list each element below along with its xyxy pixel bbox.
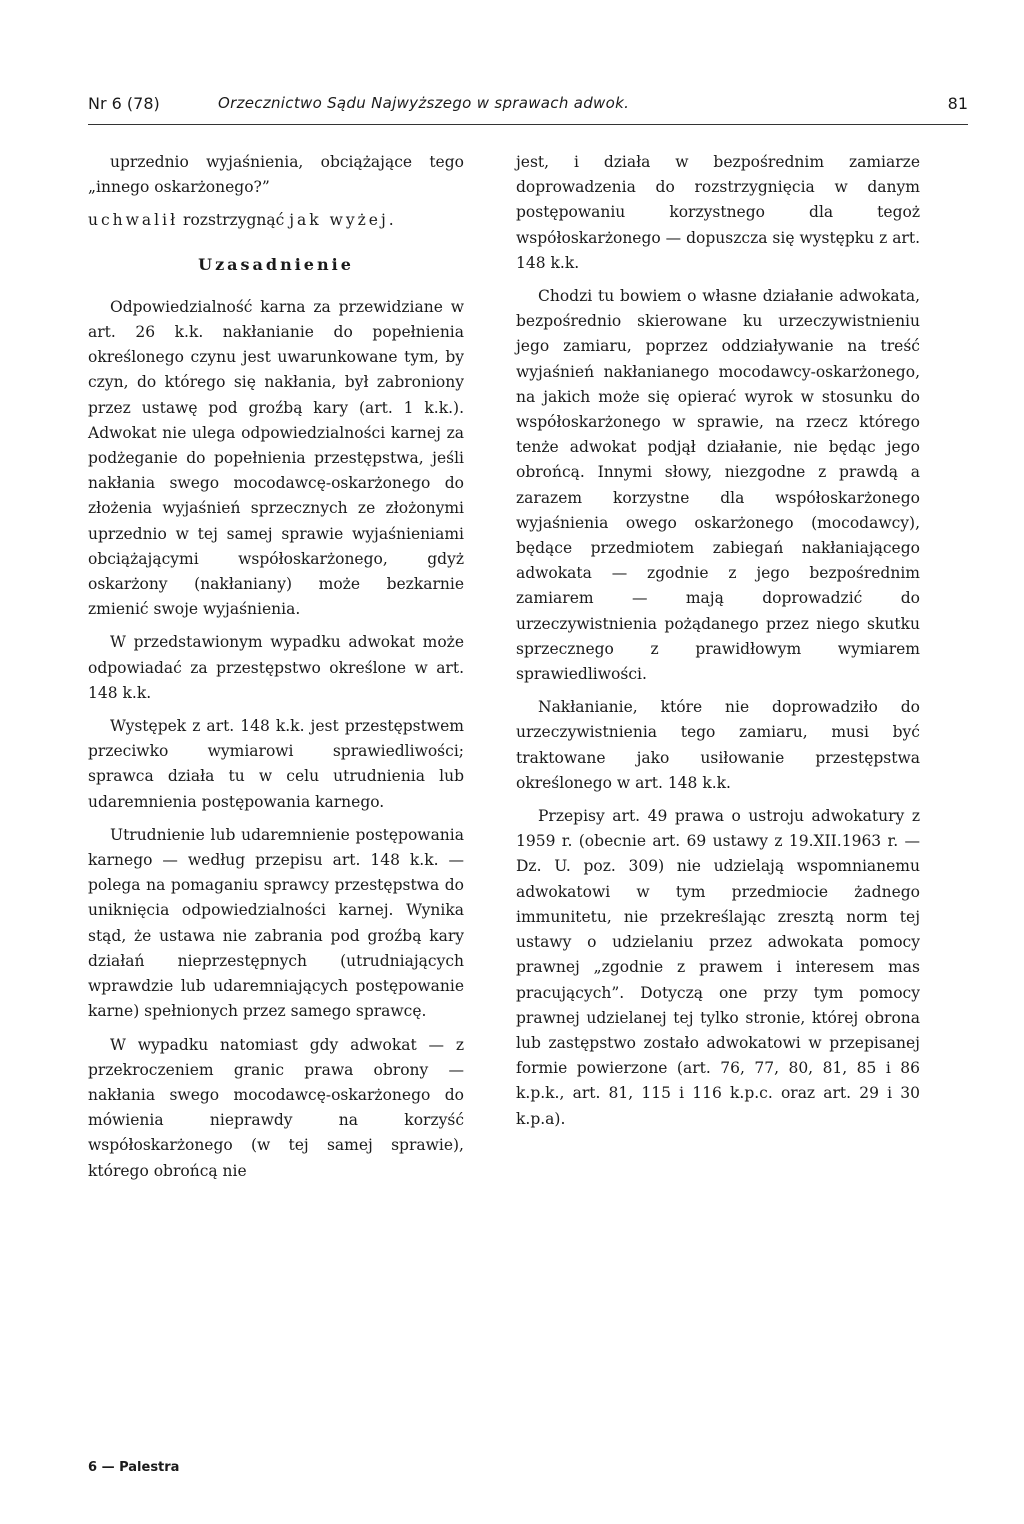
page-number: 81	[947, 94, 968, 113]
resolution-statement	[88, 208, 464, 233]
left-column	[88, 150, 464, 1192]
paragraph: jest, i działa w bezpośrednim zamiarze doprowadzenia do rozstrzygnięcia w danym postępowaniu korzystnego dla tegoż współoskarżonego — dopuszcza się występku z art. 148 k.k.	[516, 153, 920, 272]
paragraph: Przepisy art. 49 prawa o ustroju adwokatury z 1959 r. (obecnie art. 69 ustawy z 19.XII.1963 r. — Dz. U. poz. 309) nie udzielają wspomnianemu adwokatowi w tym przedmiocie żadnego immunitetu, nie przekreślając zresztą norm tej ustawy o udzielaniu przez adwokata pomocy prawnej „zgodnie z prawem i interesem mas pracujących”. Dotyczą one przy tym pomocy prawnej udzielanej tej tylko stronie, której obrona lub zastępstwo zostało adwokatowi w przepisanej formie powierzone (art. 76, 77, 80, 81, 85 i 86 k.p.k., art. 81, 115 i 116 k.p.c. oraz art. 29 i 30 k.p.a).	[516, 807, 920, 1128]
paragraph: Występek z art. 148 k.k. jest przestępstwem przeciwko wymiarowi sprawiedliwości; sprawca działa tu w celu utrudnienia lub udaremnienia postępowania karnego.	[88, 717, 464, 811]
journal-section-title: Orzecznictwo Sądu Najwyższego w sprawach adwok.	[218, 94, 630, 112]
paragraph: W wypadku natomiast gdy adwokat — z przekroczeniem granic prawa obrony — nakłania swego mocodawcę-oskarżonego do mówienia nieprawdy na korzyść współoskarżonego (w tej samej sprawie), którego obrońcą nie	[88, 1035, 464, 1180]
resolution-end: .	[388, 211, 394, 230]
resolution-spaced: jak wyżej	[289, 211, 389, 230]
right-column	[516, 150, 920, 1140]
paragraph: W przedstawionym wypadku adwokat może odpowiadać za przestępstwo określone w art. 148 k.k.	[88, 633, 464, 702]
section-heading: Uzasadnienie	[198, 254, 354, 274]
paragraph: Chodzi tu bowiem o własne działanie adwokata, bezpośrednio skierowane ku urzeczywistnieniu jego zamiaru, poprzez oddziaływanie na treść wyjaśnień nakłanianego mocodawcy-oskarżonego, na jakich może się opierać wyrok w stosunku do współoskarżonego w sprawie, na rzecz którego tenże adwokat podjął działanie, nie będąc jego obrońcą. Innymi słowy, niezgodne z prawdą a zarazem korzystne dla współoskarżonego wyjaśnienia owego oskarżonego (mocodawcy), będące przedmiotem zabiegań nakłaniającego adwokata — zgodnie z jego bezpośrednim zamiarem — mają doprowadzić do urzeczywistnienia pożądanego przez niego skutku sprzecznego z prawidłowym wymiarem sprawiedliwości.	[516, 287, 920, 684]
signature-mark: 6 — Palestra	[88, 1460, 180, 1475]
resolution-text: rozstrzygnąć	[178, 211, 290, 230]
paragraph: Nakłanianie, które nie doprowadziło do urzeczywistnienia tego zamiaru, musi być traktowane jako usiłowanie przestępstwa określonego w art. 148 k.k.	[516, 698, 920, 792]
header-rule	[88, 124, 968, 125]
question-continuation: uprzednio wyjaśnienia, obciążające tego „innego oskarżonego?”	[88, 153, 464, 197]
resolution-word: uchwalił	[88, 211, 179, 230]
paragraph: Odpowiedzialność karna za przewidziane w art. 26 k.k. nakłanianie do popełnienia określonego czynu jest uwarunkowane tym, by czyn, do którego się nakłania, był zabroniony przez ustawę pod groźbą kary (art. 1 k.k.). Adwokat nie ulega odpowiedzialności karnej za podżeganie do popełnienia przestępstwa, jeśli nakłania swego mocodawcę-oskarżonego do złożenia wyjaśnień sprzecznych ze złożonymi uprzednio w tej samej sprawie wyjaśnieniami obciążającymi współoskarżonego, gdyż oskarżony (nakłaniany) może bezkarnie zmienić swoje wyjaśnienia.	[88, 297, 464, 619]
running-header	[88, 88, 968, 122]
paragraph: Utrudnienie lub udaremnienie postępowania karnego — według przepisu art. 148 k.k. — polega na pomaganiu sprawcy przestępstwa do uniknięcia odpowiedzialności karnej. Wynika stąd, że ustawa nie zabrania pod groźbą kary działań nieprzestępnych (utrudniających wprawdzie lub udaremniających postępowanie karne) spełnionych przez samego sprawcę.	[88, 825, 464, 1021]
issue-number: Nr 6 (78)	[88, 94, 160, 113]
